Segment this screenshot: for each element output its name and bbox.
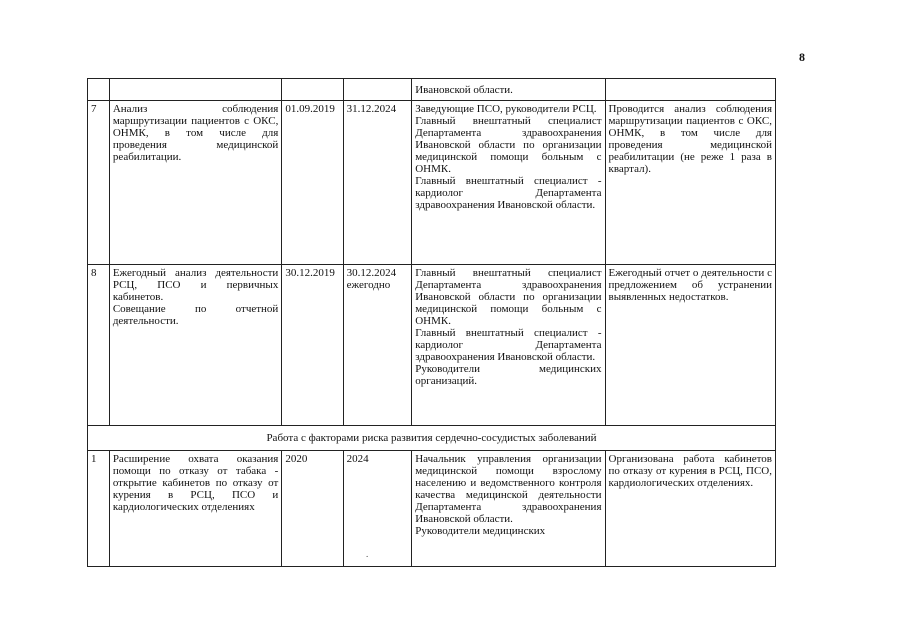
table-row-continuation — [88, 79, 776, 101]
section-header: Работа с факторами риска развития сердечно-сосудистых заболеваний — [88, 426, 776, 451]
cell-responsible: Главный внештатный специалист Департамента здравоохранения Ивановской области по организации медицинской помощи больным с ОНМК. Главный внештатный специалист - кардиолог Департамента здравоохранения Ивановской области. Руководители медицинских организаций. — [412, 265, 605, 426]
table-row — [88, 451, 776, 567]
cell-end-date: 30.12.2024 ежегодно — [343, 265, 412, 426]
cell-task: Анализ соблюдения маршрутизации пациентов с ОКС, ОНМК, в том числе для проведения медицинской реабилитации. — [109, 101, 282, 265]
cell-task: Ежегодный анализ деятельности РСЦ, ПСО и первичных кабинетов. Совещание по отчетной деятельности. — [109, 265, 282, 426]
cell-number — [88, 79, 110, 101]
section-header-row — [88, 426, 776, 451]
cell-task — [109, 79, 282, 101]
cell-start-date: 30.12.2019 — [282, 265, 343, 426]
cell-result: Проводится анализ соблюдения маршрутизации пациентов с ОКС, ОНМК, в том числе для проведения медицинской реабилитации (не реже 1 раза в квартал). — [605, 101, 775, 265]
page-number: 8 — [799, 50, 805, 64]
cell-end-date: 2024 — [343, 451, 412, 567]
cell-start-date — [282, 79, 343, 101]
cell-end-date: 31.12.2024 — [343, 101, 412, 265]
cell-number: 7 — [88, 101, 110, 265]
cell-start-date: 01.09.2019 — [282, 101, 343, 265]
cell-end-date — [343, 79, 412, 101]
cell-result: Организована работа кабинетов по отказу от курения в РСЦ, ПСО, кардиологических отделениях. — [605, 451, 775, 567]
table-row — [88, 265, 776, 426]
table-row — [88, 101, 776, 265]
action-plan-table — [87, 78, 776, 567]
cell-responsible: Заведующие ПСО, руководители РСЦ. Главный внештатный специалист Департамента здравоохранения Ивановской области по организации медицинской помощи больным с ОНМК. Главный внештатный специалист - кардиолог Департамента здравоохранения Ивановской области. — [412, 101, 605, 265]
cell-responsible: Ивановской области. — [412, 79, 605, 101]
cell-number: 1 — [88, 451, 110, 567]
scan-mark: . — [366, 549, 369, 559]
cell-result — [605, 79, 775, 101]
cell-responsible: Начальник управления организации медицинской помощи взрослому населению и ведомственного контроля качества медицинской деятельности Департамента здравоохранения Ивановской области. Руководители медицинских — [412, 451, 605, 567]
cell-result: Ежегодный отчет о деятельности с предложением об устранении выявленных недостатков. — [605, 265, 775, 426]
cell-start-date: 2020 — [282, 451, 343, 567]
cell-task: Расширение охвата оказания помощи по отказу от табака - открытие кабинетов по отказу от курения в РСЦ, ПСО и кардиологических отделениях — [109, 451, 282, 567]
cell-number: 8 — [88, 265, 110, 426]
